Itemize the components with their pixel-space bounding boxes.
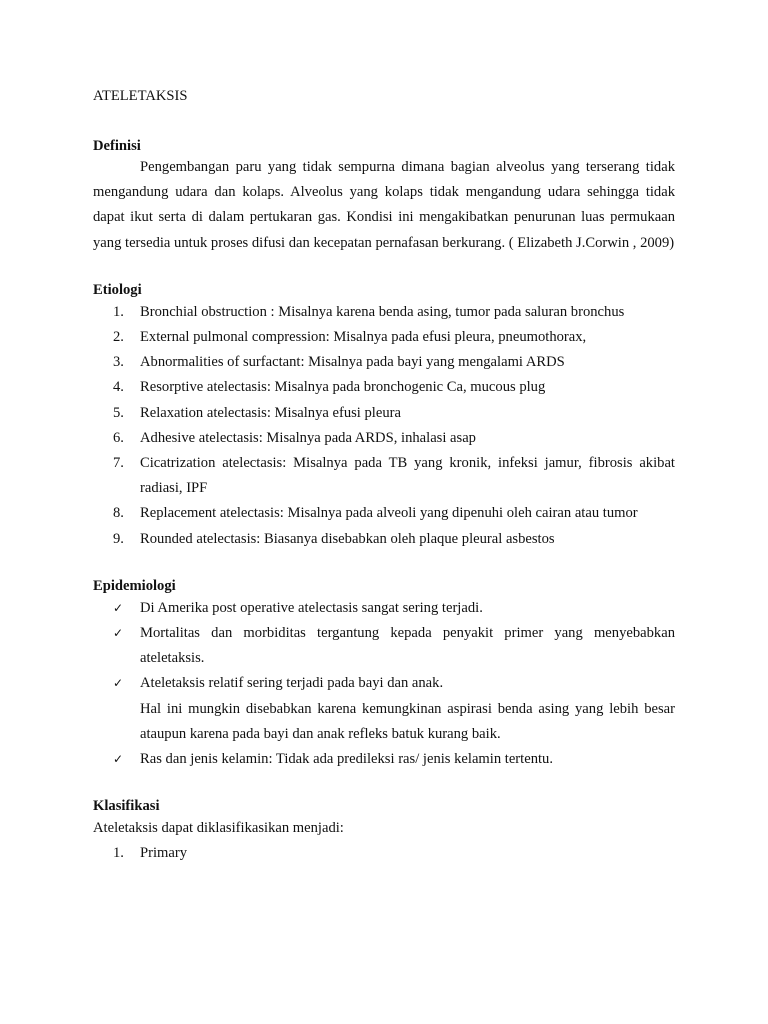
- list-item-text: Relaxation atelectasis: Misalnya efusi pleura: [140, 404, 401, 421]
- list-item: [93, 325, 675, 350]
- etiologi-list: [93, 300, 675, 552]
- list-number: 9.: [113, 530, 124, 547]
- list-number: 1.: [113, 845, 124, 862]
- checkmark-icon: ✓: [113, 600, 124, 615]
- list-item: [93, 401, 675, 426]
- list-item: [93, 527, 675, 552]
- list-item-continuation: Hal ini mungkin disebabkan karena kemungkinan aspirasi benda asing yang lebih besar ataupun karena pada bayi dan anak refleks batuk kurang baik.: [140, 700, 675, 742]
- list-item-text: Resorptive atelectasis: Misalnya pada bronchogenic Ca, mucous plug: [140, 379, 546, 396]
- list-number: 3.: [113, 354, 124, 371]
- list-item-text: Mortalitas dan morbiditas tergantung kepada penyakit primer yang menyebabkan ateletaksis.: [140, 625, 675, 667]
- heading-klasifikasi: Klasifikasi: [93, 798, 160, 815]
- list-item: [93, 596, 675, 621]
- klasifikasi-intro: Ateletaksis dapat diklasifikasikan menjadi:: [93, 820, 344, 837]
- list-item-text: Ras dan jenis kelamin: Tidak ada predileksi ras/ jenis kelamin tertentu.: [140, 751, 553, 768]
- heading-etiologi: Etiologi: [93, 281, 142, 298]
- list-item-text: Cicatrization atelectasis: Misalnya pada TB yang kronik, infeksi jamur, fibrosis akibat radiasi, IPF: [140, 455, 675, 497]
- epidemiologi-list: [93, 596, 675, 772]
- list-item: [93, 671, 675, 747]
- list-item: [93, 350, 675, 375]
- list-item: [93, 841, 675, 866]
- list-item-text: Primary: [140, 845, 188, 862]
- list-item: [93, 300, 675, 325]
- checkmark-icon: ✓: [113, 676, 124, 691]
- list-item: [93, 426, 675, 451]
- list-item-text: Replacement atelectasis: Misalnya pada alveoli yang dipenuhi oleh cairan atau tumor: [140, 505, 638, 522]
- document-body: [93, 86, 675, 867]
- list-item: [93, 747, 675, 772]
- list-number: 1.: [113, 303, 124, 320]
- checkmark-icon: ✓: [113, 626, 124, 641]
- list-item-text: Ateletaksis relatif sering terjadi pada bayi dan anak.: [140, 675, 444, 692]
- list-number: 8.: [113, 505, 124, 522]
- checkmark-icon: ✓: [113, 752, 124, 767]
- list-item-text: Abnormalities of surfactant: Misalnya pada bayi yang mengalami ARDS: [140, 354, 565, 371]
- heading-epidemiologi: Epidemiologi: [93, 577, 176, 594]
- list-item-text: Bronchial obstruction : Misalnya karena benda asing, tumor pada saluran bronchus: [140, 303, 625, 320]
- list-item-text: Adhesive atelectasis: Misalnya pada ARDS, inhalasi asap: [140, 429, 476, 446]
- list-number: 4.: [113, 379, 124, 396]
- klasifikasi-list: [93, 841, 675, 866]
- heading-definisi: Definisi: [93, 138, 141, 154]
- list-number: 6.: [113, 429, 124, 446]
- document-title: ATELETAKSIS: [93, 88, 188, 104]
- list-item: [93, 501, 675, 526]
- paragraph-definisi: Pengembangan paru yang tidak sempurna dimana bagian alveolus yang terserang tidak mengandung udara dan kolaps. Alveolus yang kolaps tidak mengandung udara sehingga tidak dapat ikut serta di dalam pertukaran gas. Kondisi ini mengakibatkan penurunan luas permukaan yang tersedia untuk proses difusi dan kecepatan pernafasan berkurang. ( Elizabeth J.Corwin , 2009): [93, 159, 675, 251]
- list-number: 5.: [113, 404, 124, 421]
- list-item: [93, 375, 675, 400]
- list-item-text: Di Amerika post operative atelectasis sangat sering terjadi.: [140, 599, 483, 616]
- list-item-text: Rounded atelectasis: Biasanya disebabkan oleh plaque pleural asbestos: [140, 530, 555, 547]
- list-item: [93, 451, 675, 501]
- list-number: 2.: [113, 329, 124, 346]
- list-item-text: External pulmonal compression: Misalnya pada efusi pleura, pneumothorax,: [140, 329, 587, 346]
- list-item: [93, 621, 675, 671]
- list-number: 7.: [113, 455, 124, 472]
